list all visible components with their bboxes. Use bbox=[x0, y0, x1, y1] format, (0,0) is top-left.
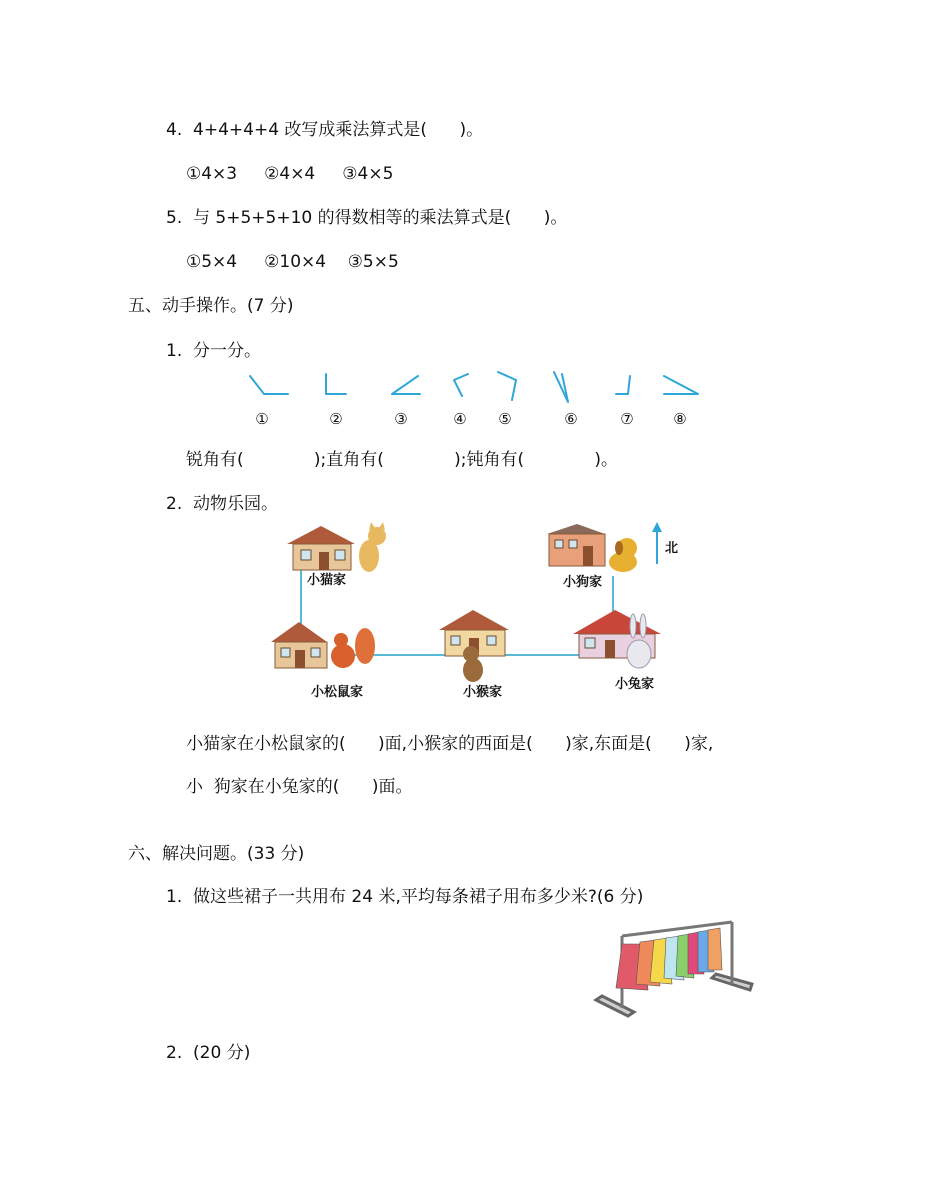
rabbit-house-label: 小兔家 bbox=[615, 677, 655, 692]
angle-label-6: ⑥ bbox=[564, 410, 578, 428]
north-arrow bbox=[652, 522, 662, 564]
section5-p2-title: 2. 动物乐园。 bbox=[166, 494, 279, 514]
cat-house bbox=[287, 526, 355, 570]
squirrel-figure bbox=[331, 628, 375, 668]
section6-p2: 2. (20 分) bbox=[166, 1043, 251, 1063]
section5-p1-title: 1. 分一分。 bbox=[166, 341, 262, 361]
q5-options: ①5×4 ②10×4 ③5×5 bbox=[186, 252, 399, 272]
angles-figure bbox=[240, 368, 710, 430]
squirrel-house bbox=[271, 622, 327, 668]
angle-4-shape bbox=[454, 374, 468, 396]
angle-label-7: ⑦ bbox=[620, 410, 634, 428]
angle-3-shape bbox=[392, 376, 420, 394]
q5-stem: 5. 与 5+5+5+10 的得数相等的乘法算式是( )。 bbox=[166, 208, 568, 228]
dog-house bbox=[547, 524, 605, 566]
angle-2-shape bbox=[326, 374, 346, 394]
cat-figure bbox=[359, 522, 386, 572]
angle-label-5: ⑤ bbox=[498, 410, 512, 428]
angle-label-3: ③ bbox=[394, 410, 408, 428]
angle-7-shape bbox=[616, 376, 630, 394]
angle-label-4: ④ bbox=[453, 410, 467, 428]
section5-title: 五、动手操作。(7 分) bbox=[128, 296, 294, 316]
cat-house-label: 小猫家 bbox=[307, 573, 347, 588]
angle-answer-line: 锐角有( );直角有( );钝角有( )。 bbox=[186, 450, 618, 470]
dog-house-label: 小狗家 bbox=[563, 575, 603, 590]
angle-6-shape bbox=[554, 372, 568, 402]
dress-rack-figure bbox=[592, 918, 756, 1018]
angle-label-8: ⑧ bbox=[673, 410, 687, 428]
squirrel-house-label: 小松鼠家 bbox=[311, 685, 364, 700]
angle-1-shape bbox=[250, 376, 288, 394]
q4-options: ①4×3 ②4×4 ③4×5 bbox=[186, 164, 394, 184]
animal-map bbox=[265, 518, 685, 708]
dog-figure bbox=[609, 538, 637, 572]
north-label: 北 bbox=[665, 541, 679, 556]
section6-title: 六、解决问题。(33 分) bbox=[128, 844, 305, 864]
section6-p1: 1. 做这些裙子一共用布 24 米,平均每条裙子用布多少米?(6 分) bbox=[166, 887, 644, 907]
monkey-house-label: 小猴家 bbox=[463, 685, 503, 700]
angle-5-shape bbox=[498, 372, 516, 400]
angle-label-1: ① bbox=[255, 410, 269, 428]
angle-label-2: ② bbox=[329, 410, 343, 428]
map-question-line-1: 小猫家在小松鼠家的( )面,小猴家的西面是( )家,东面是( )家, bbox=[186, 734, 714, 754]
q4-stem: 4. 4+4+4+4 改写成乘法算式是( )。 bbox=[166, 120, 484, 140]
angle-8-shape bbox=[664, 376, 698, 394]
map-question-line-2: 小 狗家在小兔家的( )面。 bbox=[186, 777, 413, 797]
